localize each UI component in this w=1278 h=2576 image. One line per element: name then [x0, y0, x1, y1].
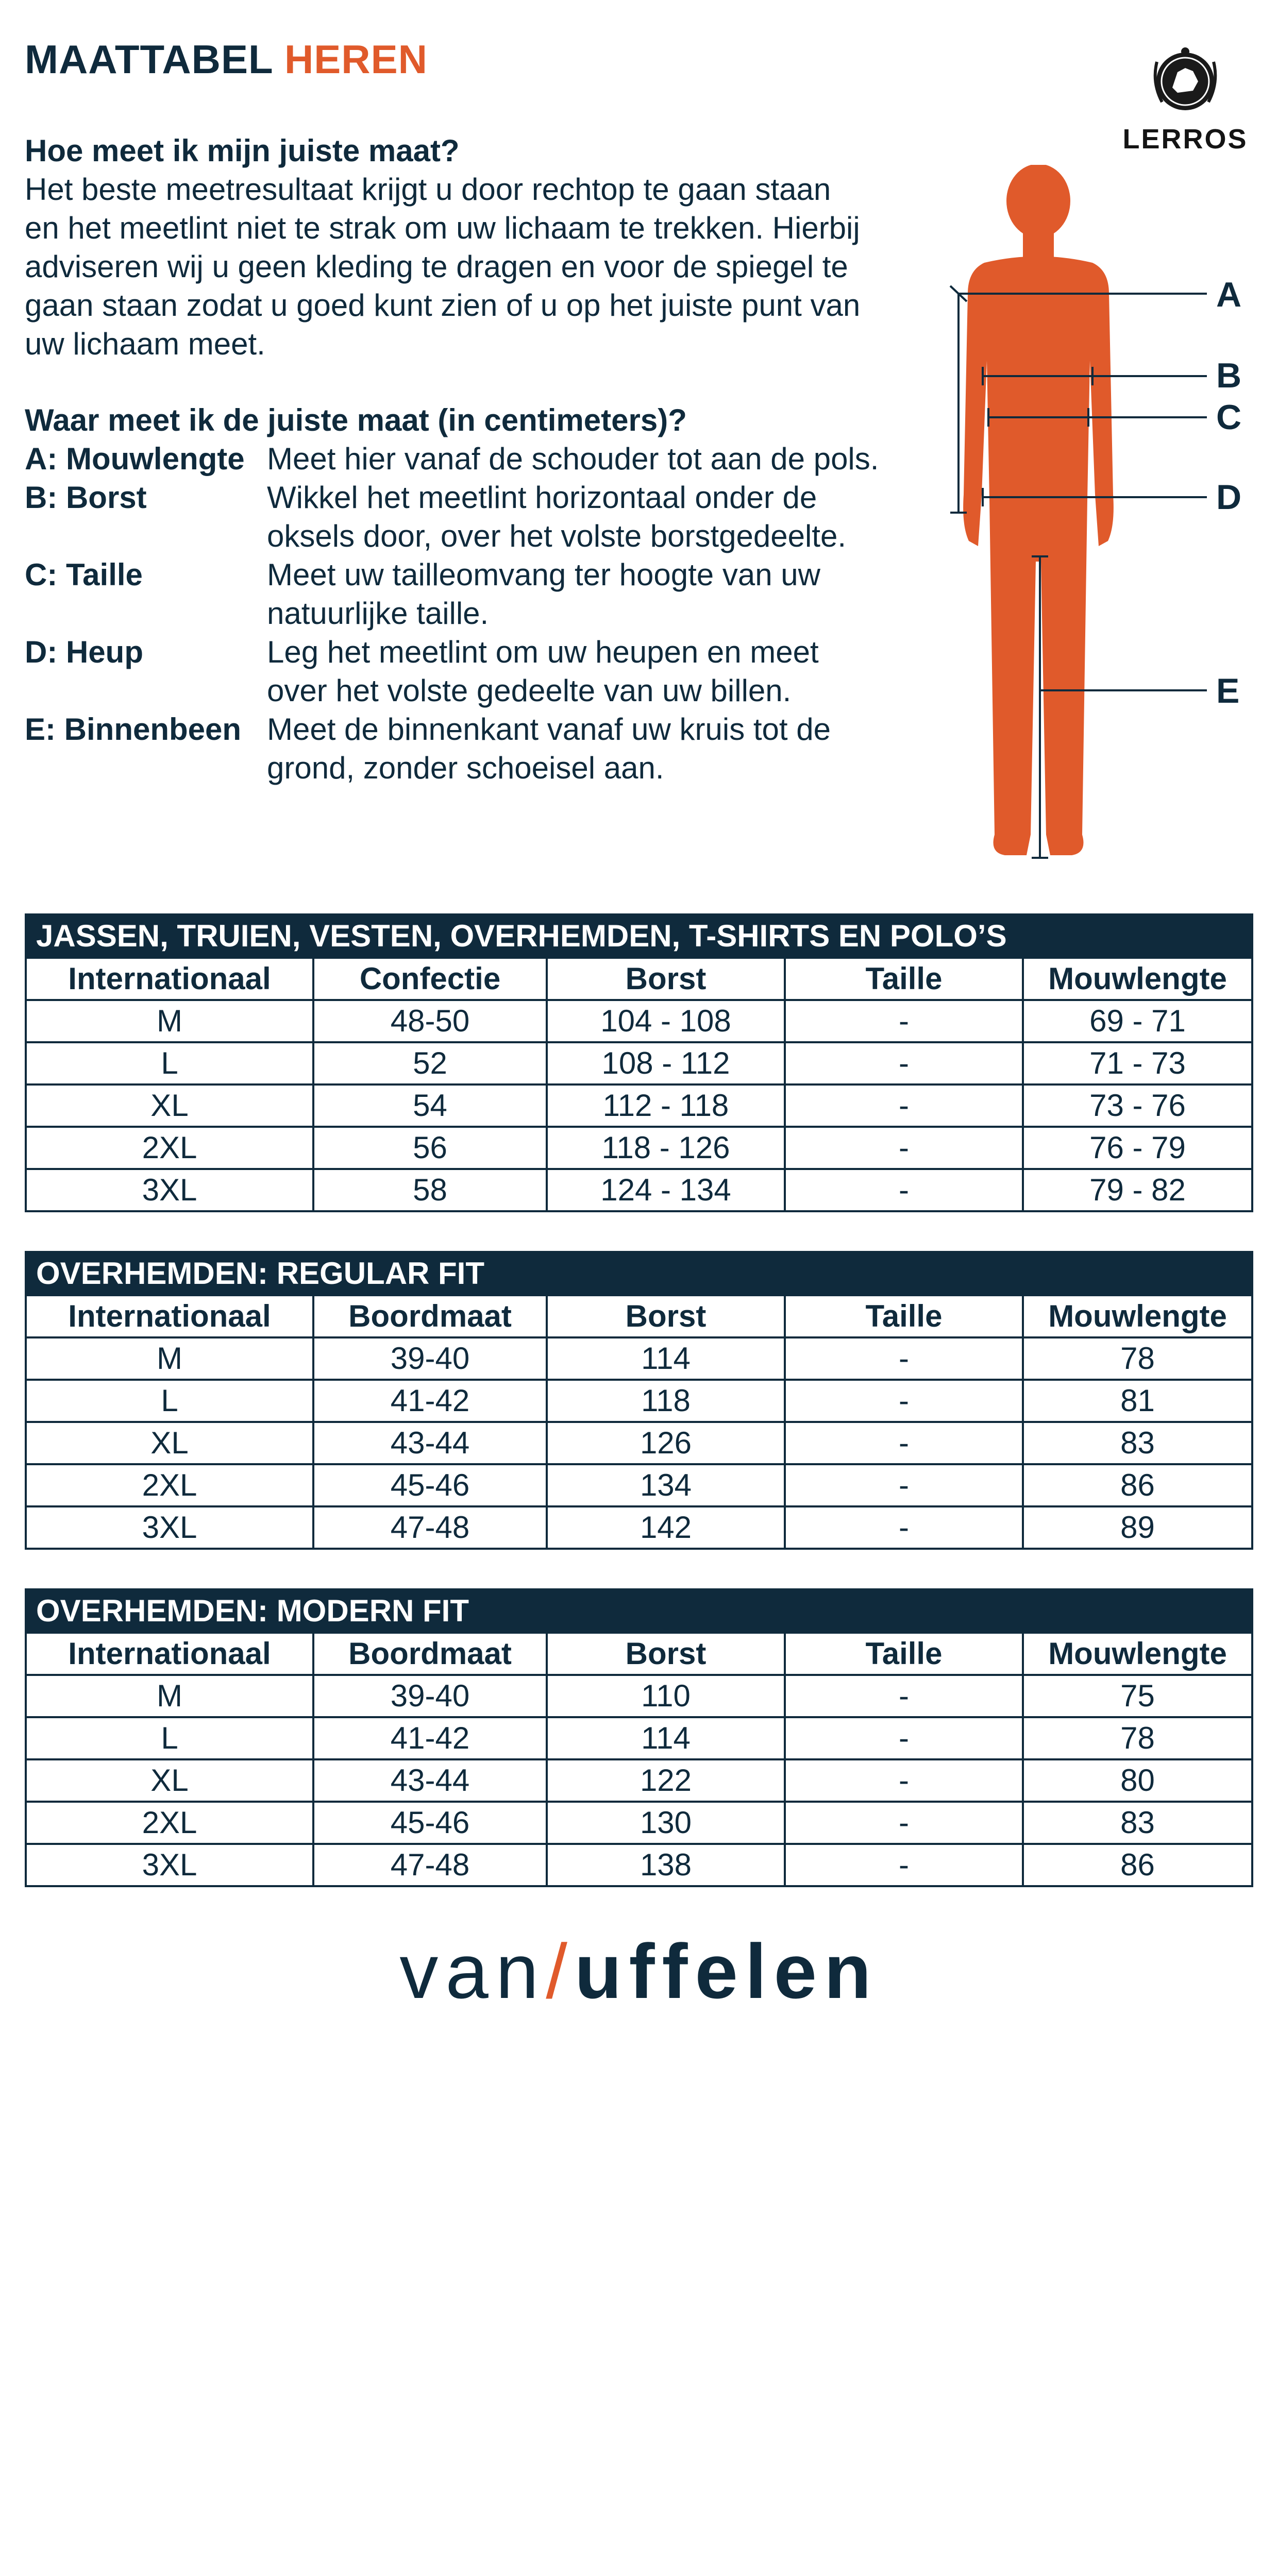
column-header: Mouwlengte	[1023, 958, 1252, 1000]
column-header: Internationaal	[26, 958, 313, 1000]
table-cell: XL	[26, 1422, 313, 1464]
measure-desc	[267, 439, 968, 478]
table-cell: 114	[547, 1337, 785, 1380]
table-cell: M	[26, 1337, 313, 1380]
table-cell: 39-40	[313, 1675, 547, 1717]
table-cell: -	[785, 1127, 1023, 1169]
table-cell: -	[785, 1084, 1023, 1127]
table-cell: 71 - 73	[1023, 1042, 1252, 1084]
table-cell: 104 - 108	[547, 1000, 785, 1042]
measure-desc	[267, 478, 968, 555]
measure-desc-line: over het volste gedeelte van uw billen.	[267, 673, 792, 708]
label-d: D	[1216, 478, 1242, 517]
table-cell: 142	[547, 1506, 785, 1549]
table-cell: -	[785, 1506, 1023, 1549]
measure-code: E: Binnenbeen	[25, 712, 242, 747]
column-header: Boordmaat	[313, 1633, 547, 1675]
table-row	[26, 1422, 1252, 1464]
table-cell: 138	[547, 1844, 785, 1886]
label-a: A	[1216, 275, 1242, 314]
column-header: Internationaal	[26, 1633, 313, 1675]
column-header: Taille	[785, 958, 1023, 1000]
table-cell: 45-46	[313, 1464, 547, 1506]
measure-desc-line: Meet uw tailleomvang ter hoogte van uw	[267, 557, 820, 592]
table-cell: 130	[547, 1802, 785, 1844]
table-title: OVERHEMDEN: REGULAR FIT	[26, 1252, 1252, 1295]
table-cell: 56	[313, 1127, 547, 1169]
table-cell: -	[785, 1337, 1023, 1380]
table-cell: 86	[1023, 1844, 1252, 1886]
table-cell: 112 - 118	[547, 1084, 785, 1127]
table-cell: 2XL	[26, 1464, 313, 1506]
table-cell: 81	[1023, 1380, 1252, 1422]
table-cell: L	[26, 1717, 313, 1759]
intro-line: Het beste meetresultaat krijgt u door rechtop te gaan staan	[25, 172, 831, 207]
table-cell: 124 - 134	[547, 1169, 785, 1211]
table-row	[26, 1675, 1252, 1717]
size-table-modern-fit	[25, 1588, 1253, 1887]
table-cell: M	[26, 1675, 313, 1717]
table-cell: -	[785, 1042, 1023, 1084]
measure-item	[25, 478, 968, 555]
table-cell: 78	[1023, 1717, 1252, 1759]
table-row	[26, 1169, 1252, 1211]
table-cell: 78	[1023, 1337, 1252, 1380]
table-cell: 118	[547, 1380, 785, 1422]
table-cell: L	[26, 1380, 313, 1422]
table-cell: -	[785, 1675, 1023, 1717]
table-row	[26, 1802, 1252, 1844]
measure-desc-line: natuurlijke taille.	[267, 596, 489, 631]
intro-line: adviseren wij u geen kleding te dragen en voor de spiegel te	[25, 249, 848, 284]
column-header: Mouwlengte	[1023, 1633, 1252, 1675]
van-uffelen-logo	[0, 1927, 1278, 2016]
table-cell: XL	[26, 1759, 313, 1802]
table-cell: 73 - 76	[1023, 1084, 1252, 1127]
size-table-general	[25, 913, 1253, 1212]
label-c: C	[1216, 398, 1242, 437]
table-cell: 52	[313, 1042, 547, 1084]
column-header: Confectie	[313, 958, 547, 1000]
measure-desc-line: grond, zonder schoeisel aan.	[267, 751, 664, 785]
measure-desc	[267, 633, 968, 710]
table-cell: 3XL	[26, 1169, 313, 1211]
column-header: Mouwlengte	[1023, 1295, 1252, 1337]
table-cell: 110	[547, 1675, 785, 1717]
table-cell: M	[26, 1000, 313, 1042]
table-cell: 3XL	[26, 1844, 313, 1886]
table-cell: 43-44	[313, 1422, 547, 1464]
column-header: Internationaal	[26, 1295, 313, 1337]
title-main: MAATTABEL	[25, 37, 273, 82]
measure-section	[25, 401, 968, 787]
column-header: Borst	[547, 1633, 785, 1675]
table-cell: XL	[26, 1084, 313, 1127]
table-cell: 58	[313, 1169, 547, 1211]
table-cell: 75	[1023, 1675, 1252, 1717]
table-row	[26, 1717, 1252, 1759]
table-row	[26, 1506, 1252, 1549]
table-row	[26, 1464, 1252, 1506]
column-header: Boordmaat	[313, 1295, 547, 1337]
table-cell: 2XL	[26, 1127, 313, 1169]
table-cell: 41-42	[313, 1717, 547, 1759]
logo-text: LERROS	[1122, 124, 1248, 155]
table-cell: 126	[547, 1422, 785, 1464]
table-cell: 2XL	[26, 1802, 313, 1844]
lerros-logo	[1113, 41, 1257, 155]
table-cell: 45-46	[313, 1802, 547, 1844]
table-row	[26, 1380, 1252, 1422]
table-row	[26, 1042, 1252, 1084]
table-cell: 114	[547, 1717, 785, 1759]
table-row	[26, 1084, 1252, 1127]
brand-part1: van	[399, 1928, 546, 2014]
lion-emblem-icon	[1141, 41, 1229, 118]
measure-desc-line: Leg het meetlint om uw heupen en meet	[267, 635, 819, 669]
table-cell: 54	[313, 1084, 547, 1127]
measure-code: B: Borst	[25, 480, 147, 515]
intro-line: en het meetlint niet te strak om uw lichaam te trekken. Hierbij	[25, 211, 860, 245]
table-cell: -	[785, 1759, 1023, 1802]
table-cell: 76 - 79	[1023, 1127, 1252, 1169]
table-row	[26, 1127, 1252, 1169]
table-cell: -	[785, 1717, 1023, 1759]
measure-desc-line: Meet de binnenkant vanaf uw kruis tot de	[267, 712, 831, 747]
measure-code: A: Mouwlengte	[25, 442, 245, 476]
table-cell: 47-48	[313, 1844, 547, 1886]
table-cell: 69 - 71	[1023, 1000, 1252, 1042]
table-cell: -	[785, 1422, 1023, 1464]
table-cell: -	[785, 1464, 1023, 1506]
table-cell: 47-48	[313, 1506, 547, 1549]
title-accent: HEREN	[284, 37, 428, 82]
table-row	[26, 1759, 1252, 1802]
table-cell: -	[785, 1802, 1023, 1844]
size-table-regular-fit	[25, 1251, 1253, 1550]
body-silhouette-icon	[963, 165, 1114, 855]
table-title: JASSEN, TRUIEN, VESTEN, OVERHEMDEN, T-SHIRTS EN POLO’S	[26, 914, 1252, 958]
table-cell: 43-44	[313, 1759, 547, 1802]
table-cell: 48-50	[313, 1000, 547, 1042]
table-cell: L	[26, 1042, 313, 1084]
table-cell: -	[785, 1169, 1023, 1211]
table-cell: 83	[1023, 1422, 1252, 1464]
table-cell: 79 - 82	[1023, 1169, 1252, 1211]
brand-slash: /	[546, 1928, 575, 2014]
measure-desc-line: Meet hier vanaf de schouder tot aan de pols.	[267, 442, 879, 476]
intro-line: gaan staan zodat u goed kunt zien of u op het juiste punt van	[25, 288, 861, 323]
measure-item	[25, 710, 968, 787]
brand-part2: uffelen	[574, 1928, 879, 2014]
intro-line: uw lichaam meet.	[25, 327, 265, 361]
measure-item	[25, 555, 968, 633]
measure-desc-line: oksels door, over het volste borstgedeelte.	[267, 519, 847, 553]
table-cell: 89	[1023, 1506, 1252, 1549]
measure-desc-line: Wikkel het meetlint horizontaal onder de	[267, 480, 817, 515]
intro-heading: Hoe meet ik mijn juiste maat?	[25, 133, 460, 168]
table-row	[26, 1000, 1252, 1042]
table-cell: 41-42	[313, 1380, 547, 1422]
measure-desc	[267, 555, 968, 633]
table-title: OVERHEMDEN: MODERN FIT	[26, 1589, 1252, 1633]
table-cell: 118 - 126	[547, 1127, 785, 1169]
column-header: Taille	[785, 1295, 1023, 1337]
measure-desc	[267, 710, 968, 787]
table-cell: 122	[547, 1759, 785, 1802]
label-b: B	[1216, 356, 1242, 395]
page-title	[25, 36, 428, 83]
table-row	[26, 1844, 1252, 1886]
table-cell: 134	[547, 1464, 785, 1506]
measure-code: C: Taille	[25, 557, 143, 592]
body-measurement-figure	[917, 165, 1278, 876]
table-cell: 39-40	[313, 1337, 547, 1380]
table-cell: 80	[1023, 1759, 1252, 1802]
label-e: E	[1216, 671, 1240, 710]
intro-section	[25, 131, 952, 363]
table-cell: 108 - 112	[547, 1042, 785, 1084]
table-row	[26, 1337, 1252, 1380]
measure-item	[25, 439, 968, 478]
measure-heading: Waar meet ik de juiste maat (in centimeters)?	[25, 403, 687, 437]
table-cell: -	[785, 1000, 1023, 1042]
table-cell: -	[785, 1380, 1023, 1422]
table-cell: -	[785, 1844, 1023, 1886]
table-cell: 3XL	[26, 1506, 313, 1549]
measure-code: D: Heup	[25, 635, 143, 669]
column-header: Taille	[785, 1633, 1023, 1675]
column-header: Borst	[547, 958, 785, 1000]
measure-item	[25, 633, 968, 710]
table-cell: 86	[1023, 1464, 1252, 1506]
table-cell: 83	[1023, 1802, 1252, 1844]
column-header: Borst	[547, 1295, 785, 1337]
